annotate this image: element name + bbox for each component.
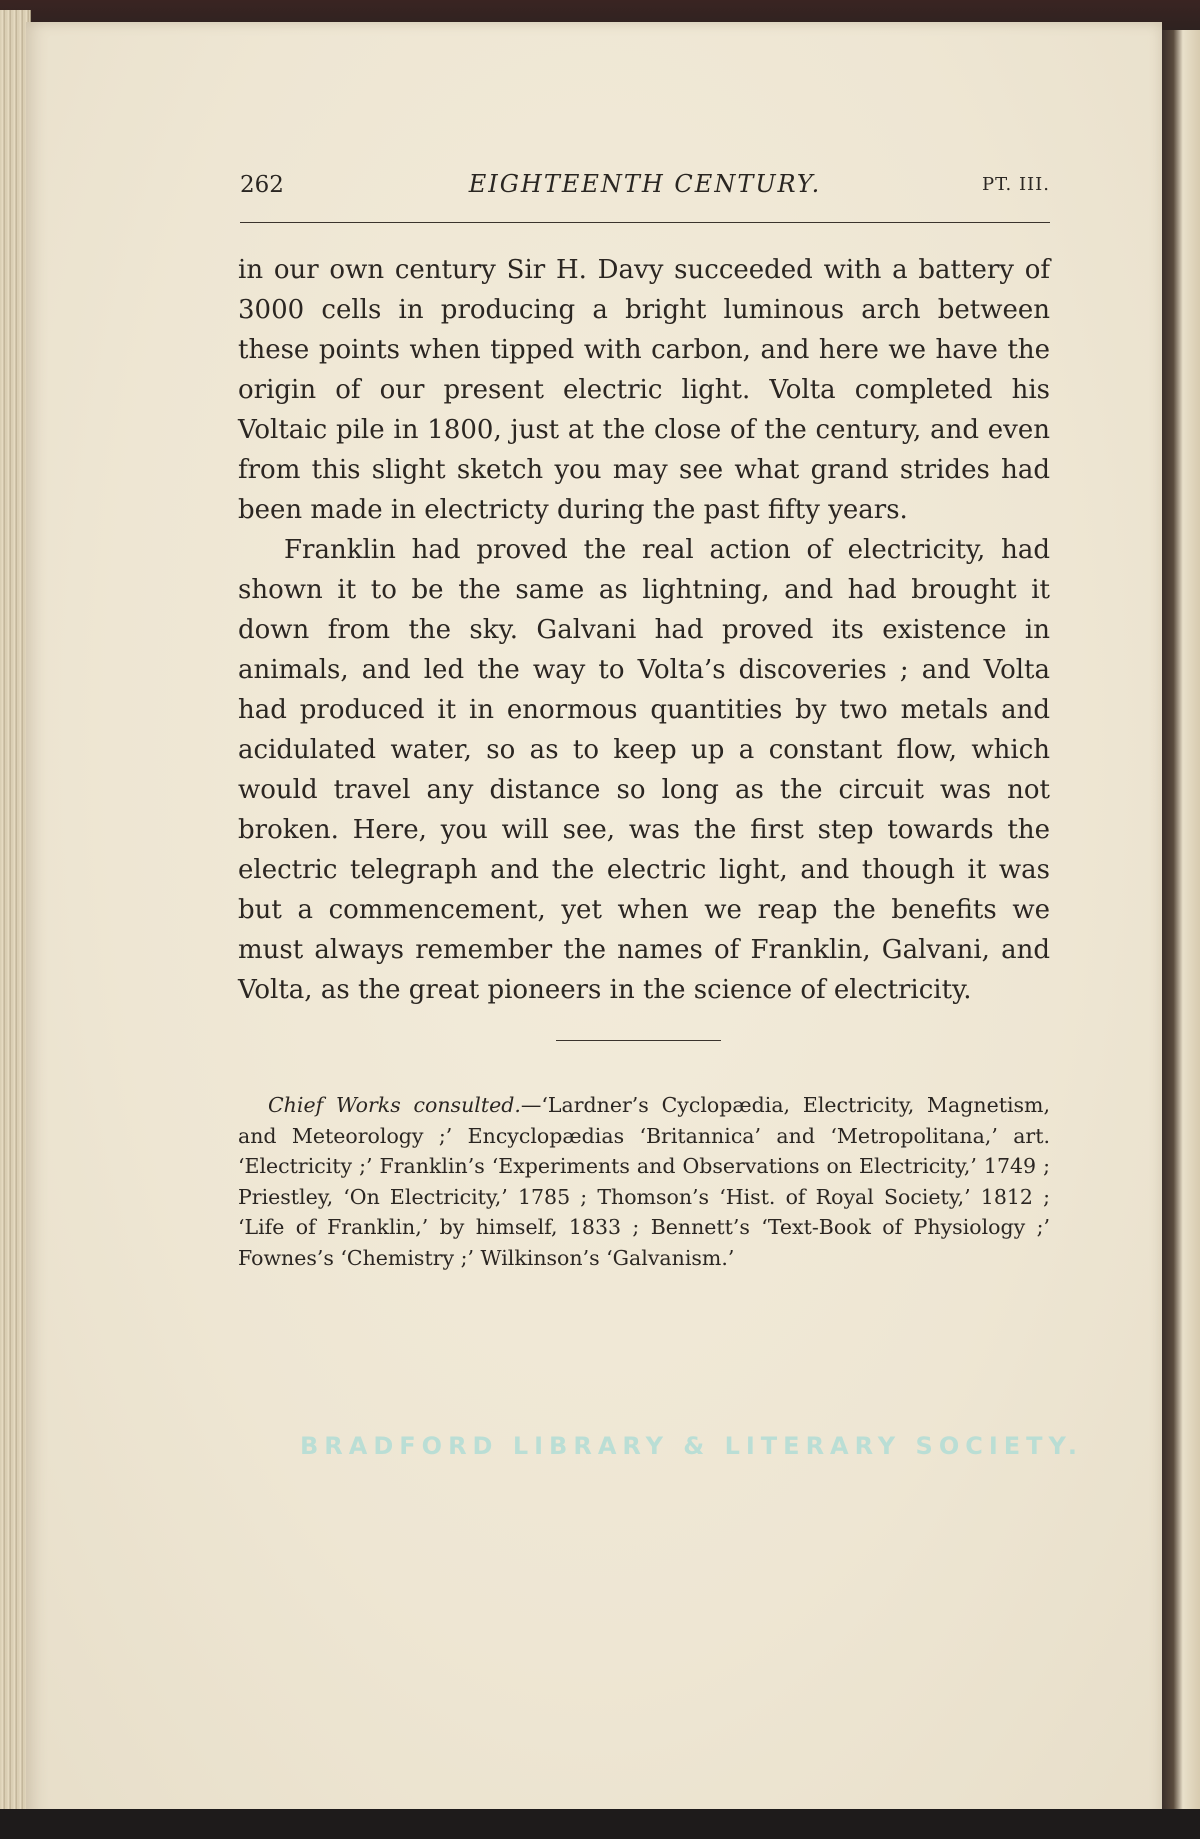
section-divider [556,1040,721,1041]
running-head [240,168,1050,204]
footnote-lead: Chief Works consulted. [268,1093,521,1117]
running-head-part: PT. III. [982,174,1050,195]
running-head-title: EIGHTEENTH CENTURY. [468,170,822,198]
page-number: 262 [240,172,284,198]
header-rule [240,222,1050,223]
scan-background-bottom [0,1809,1200,1839]
paragraph-2: Franklin had proved the real action of electricity, had shown it to be the same as lightning, and had brought it down from the sky. Galvani had proved its existence in animals, and led the way to Volta’s discoveries ; and Volta had produced it in enormous quantities by two metals and acidulated water, so as to keep up a constant flow, which would travel any distance so long as the circuit was not broken. Here, you will see, was the first step towards the electric telegraph and the electric light, and though it was but a commencement, yet when we reap the benefits we must always remember the names of Franklin, Galvani, and Volta, as the great pioneers in the science of electricity. [238,535,1050,1005]
paragraph-1: in our own century Sir H. Davy succeeded with a battery of 3000 cells in producing a bright luminous arch between these points when tipped with carbon, and here we have the origin of our present electric light. Volta completed his Voltaic pile in 1800, just at the close of the century, and even from this slight sketch you may see what grand strides had been made in electricty during the past fifty years. [238,255,1050,525]
body-text [238,250,1050,1010]
binding-edge-right [1162,30,1200,1810]
footnote-text: —‘Lardner’s Cyclopædia, Electricity, Magnetism, and Meteorology ;’ Encyclopædias ‘Britannica’ and ‘Metropolitana,’ art. ‘Electricity ;’ Franklin’s ‘Experiments and Observations on Electricity,’ 1749 ; Priestley, ‘On Electricity,’ 1785 ; Thomson’s ‘Hist. of Royal Society,’ 1812 ; ‘Life of Franklin,’ by himself, 1833 ; Bennett’s ‘Text-Book of Physiology ;’ Fownes’s ‘Chemistry ;’ Wilkinson’s ‘Galvanism.’ [238,1093,1050,1270]
footnote [238,1090,1050,1273]
library-stamp: BRADFORD LIBRARY & LITERARY SOCIETY. [300,1432,1084,1460]
